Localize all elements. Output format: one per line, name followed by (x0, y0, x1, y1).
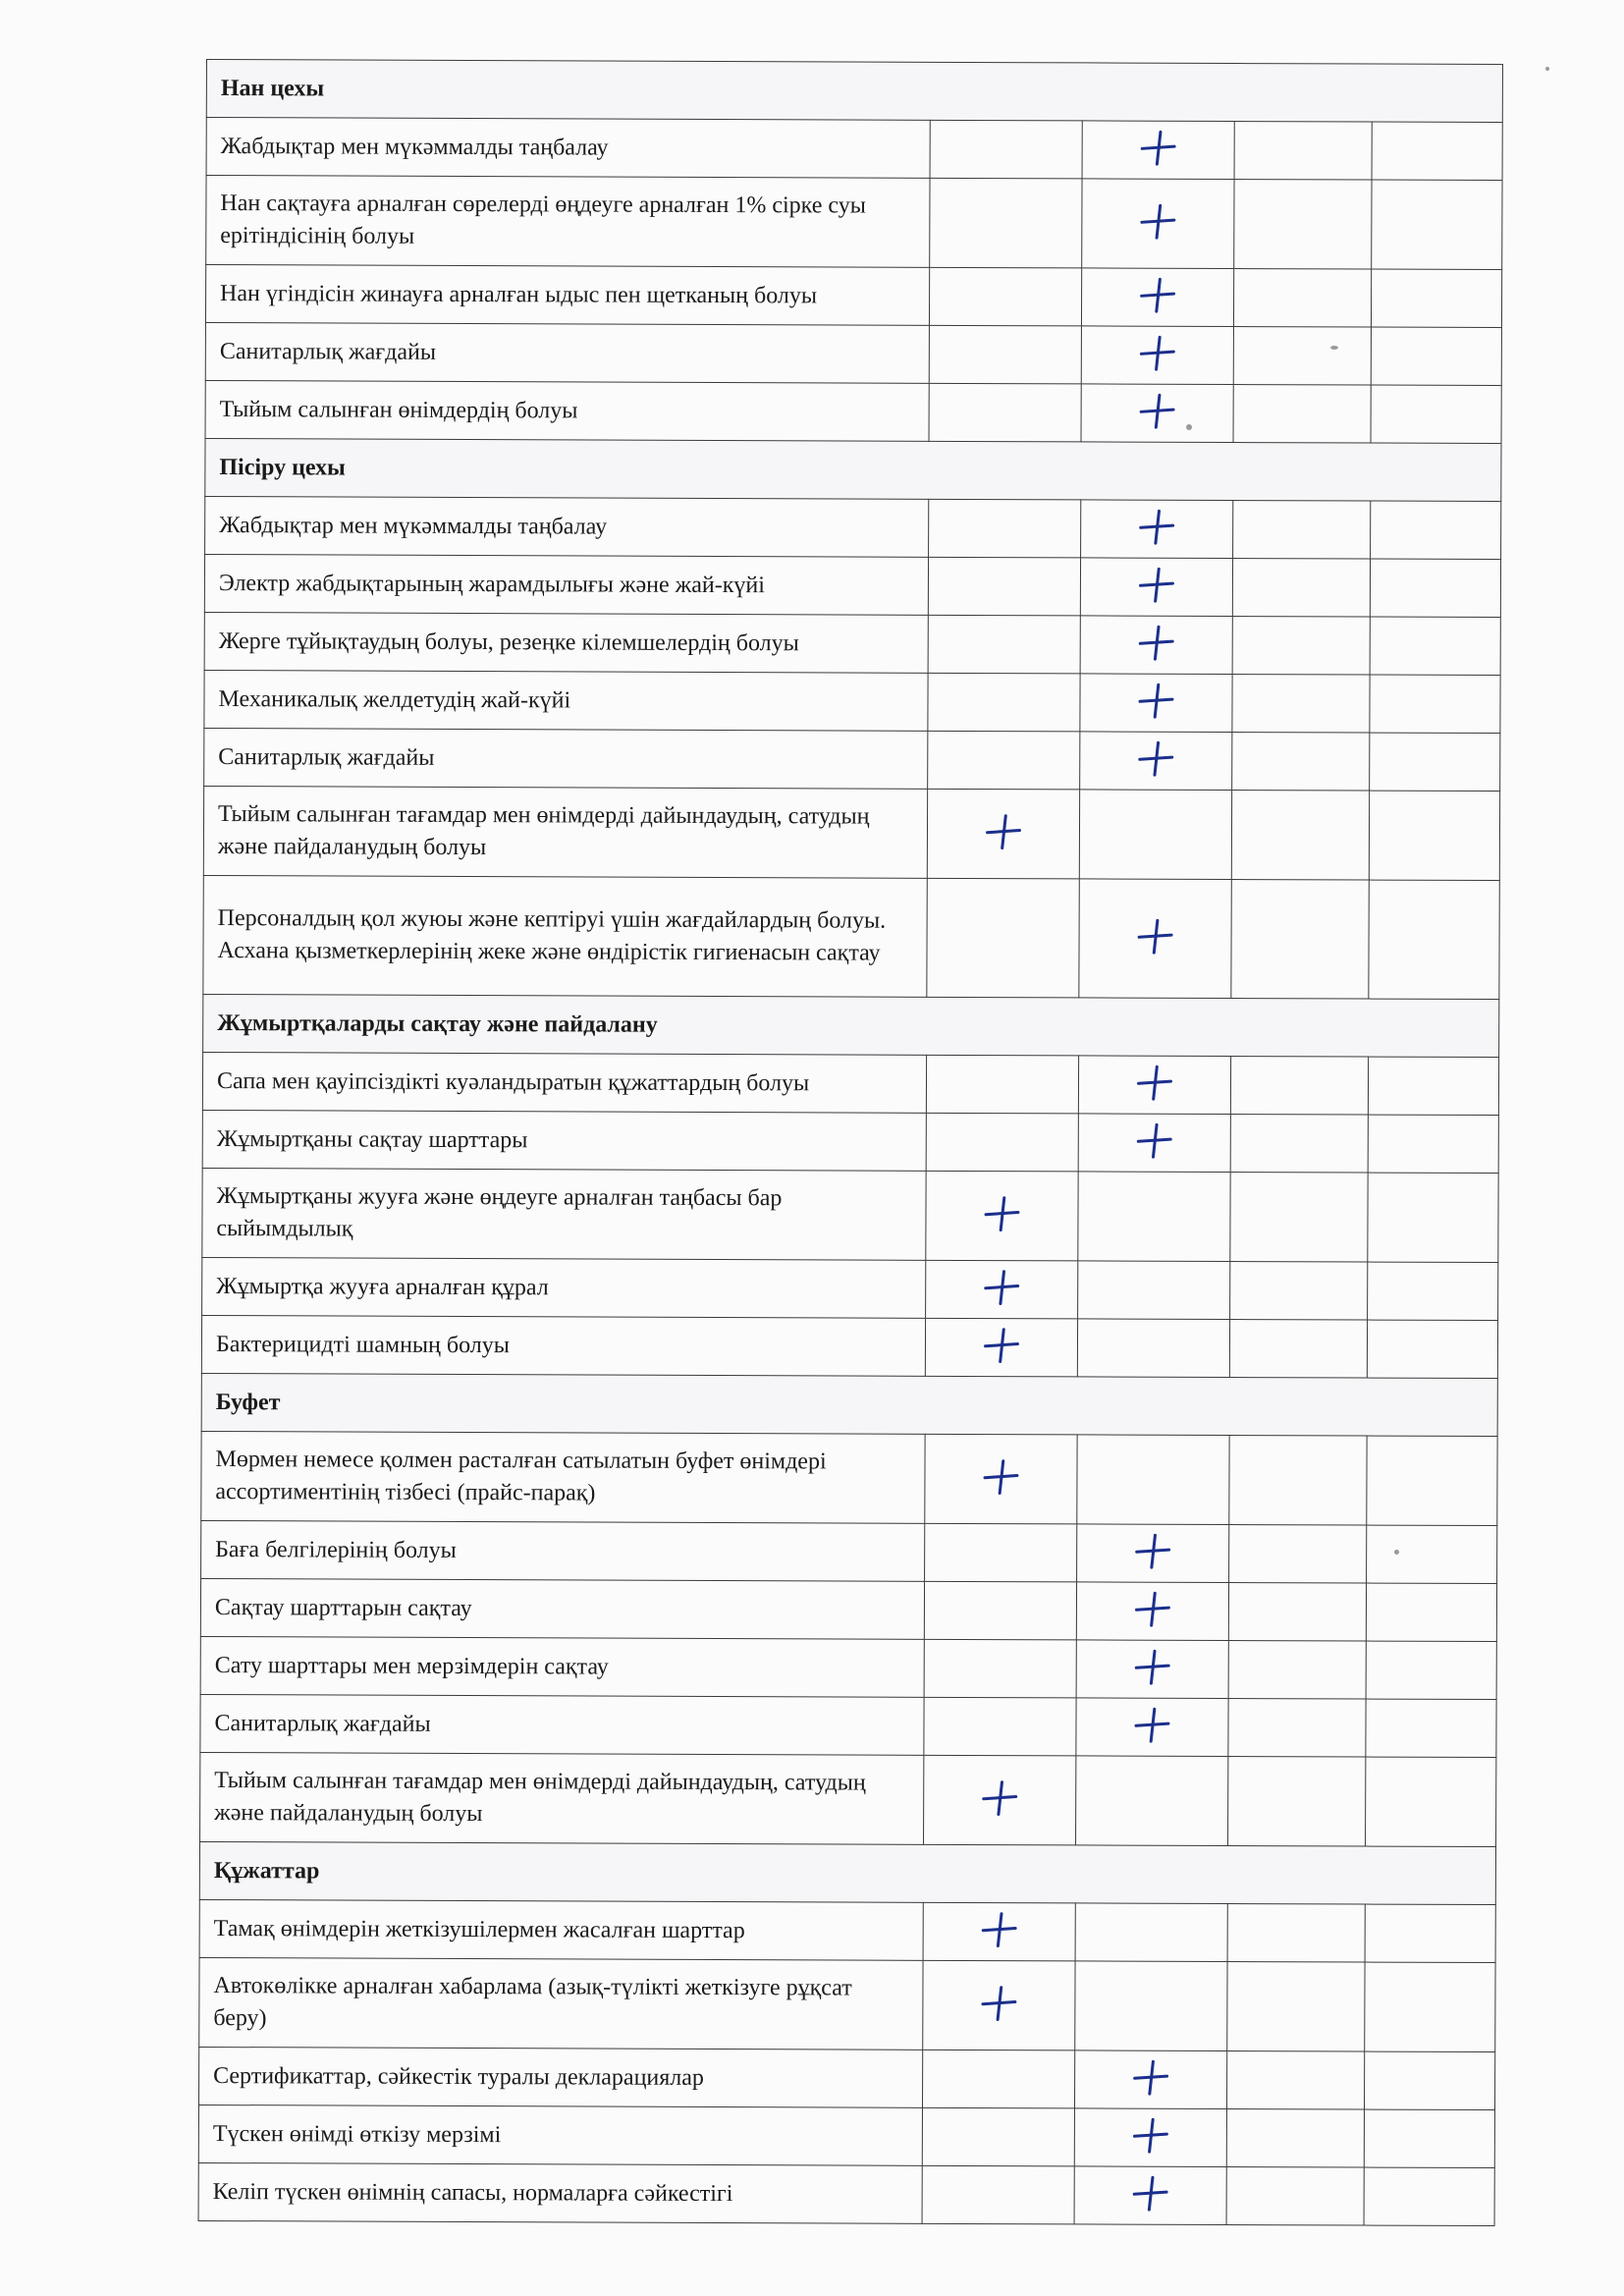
mark-cell-4 (1369, 791, 1499, 881)
mark-cell-4 (1364, 2167, 1494, 2226)
mark-cell-1 (928, 615, 1080, 674)
scan-speck (1545, 67, 1549, 71)
mark-cell-3 (1228, 1641, 1366, 1700)
criterion-text: Бактерицидті шамның болуы (201, 1315, 925, 1376)
mark-cell-3 (1232, 617, 1370, 676)
scan-speck (1186, 424, 1192, 430)
section-header-row (199, 1841, 1495, 1904)
mark-cell-2 (1081, 384, 1233, 443)
mark-cell-3 (1234, 180, 1372, 270)
plus-mark-icon (978, 1778, 1021, 1818)
plus-mark-icon (1134, 916, 1177, 956)
criterion-text: Жұмыртқа жууға арналған құрал (202, 1257, 926, 1318)
criterion-text: Механикалық желдетудің жай-күйі (204, 670, 928, 731)
table-row (198, 2162, 1494, 2225)
mark-cell-1 (923, 1960, 1075, 2050)
mark-cell-3 (1227, 1904, 1365, 1963)
plus-mark-icon (1131, 1647, 1174, 1686)
criterion-text: Сақтау шарттарын сақтау (200, 1578, 924, 1639)
mark-cell-3 (1231, 791, 1369, 881)
table-row (203, 875, 1499, 999)
mark-cell-1 (930, 178, 1082, 268)
mark-cell-4 (1368, 1262, 1498, 1321)
section-header-row (203, 994, 1499, 1057)
plus-mark-icon (1131, 1531, 1174, 1570)
table-row (203, 786, 1499, 880)
mark-cell-2 (1074, 2166, 1226, 2225)
section-title: Нан цехы (206, 60, 1502, 123)
mark-cell-2 (1076, 1582, 1228, 1641)
mark-cell-1 (922, 2165, 1074, 2224)
mark-cell-4 (1371, 269, 1501, 328)
criterion-text: Тыйым салынған тағамдар мен өнімдерді дайындаудың, сатудың және пайдаланудың болуы (203, 786, 927, 878)
mark-cell-4 (1370, 675, 1500, 734)
mark-cell-4 (1364, 2051, 1494, 2110)
table-row (202, 1257, 1498, 1320)
mark-cell-4 (1366, 1583, 1496, 1642)
section-title: Пісіру цехы (205, 438, 1501, 501)
plus-mark-icon (1136, 275, 1179, 314)
mark-cell-2 (1080, 558, 1232, 617)
criterion-text: Санитарлық жағдайы (204, 728, 928, 789)
table-row (205, 322, 1501, 385)
mark-cell-3 (1227, 1962, 1365, 2052)
table-row (200, 1578, 1496, 1641)
mark-cell-1 (926, 1113, 1078, 1172)
criterion-text: Автокөлікке арналған хабарлама (азық-түлікті жеткізуге рұқсат беру) (199, 1957, 923, 2050)
criterion-text: Сертификаттар, сәйкестік туралы декларациялар (198, 2047, 922, 2107)
table-row (201, 1315, 1497, 1378)
mark-cell-3 (1230, 1173, 1368, 1263)
plus-mark-icon (1136, 333, 1179, 372)
mark-cell-1 (930, 120, 1082, 179)
mark-cell-1 (924, 1697, 1076, 1756)
mark-cell-2 (1074, 2108, 1226, 2167)
mark-cell-3 (1230, 1262, 1368, 1321)
mark-cell-1 (929, 267, 1081, 326)
mark-cell-3 (1234, 122, 1372, 181)
criterion-text: Жабдықтар мен мүкәммалды таңбалау (205, 496, 929, 557)
mark-cell-1 (924, 1581, 1076, 1640)
criterion-text: Тыйым салынған өнімдердің болуы (205, 380, 929, 441)
plus-mark-icon (1135, 507, 1178, 546)
mark-cell-3 (1230, 1115, 1368, 1174)
criterion-text: Баға белгілерінің болуы (201, 1520, 925, 1581)
table-row (204, 612, 1500, 675)
mark-cell-2 (1074, 2050, 1226, 2109)
mark-cell-3 (1230, 1057, 1368, 1116)
mark-cell-2 (1076, 1698, 1228, 1757)
mark-cell-3 (1228, 1699, 1366, 1758)
mark-cell-1 (925, 1434, 1077, 1524)
table-row (206, 176, 1502, 270)
plus-mark-icon (1130, 1705, 1173, 1744)
table-row (202, 1168, 1498, 1262)
mark-cell-4 (1366, 1699, 1496, 1758)
section-title: Құжаттар (199, 1841, 1495, 1904)
mark-cell-4 (1371, 501, 1501, 560)
table-row (200, 1752, 1496, 1846)
plus-mark-icon (1129, 2115, 1172, 2155)
plus-mark-icon (978, 1910, 1021, 1949)
mark-cell-3 (1233, 385, 1371, 444)
mark-cell-1 (928, 557, 1080, 616)
table-row (200, 1636, 1496, 1699)
table-row (206, 118, 1502, 181)
mark-cell-2 (1081, 326, 1233, 385)
table-row (205, 265, 1501, 328)
mark-cell-4 (1372, 180, 1502, 270)
mark-cell-1 (927, 789, 1079, 879)
mark-cell-4 (1370, 617, 1500, 676)
plus-mark-icon (982, 812, 1025, 851)
mark-cell-4 (1368, 1115, 1498, 1174)
plus-mark-icon (977, 1984, 1020, 2023)
plus-mark-icon (1136, 201, 1179, 241)
table-row (201, 1431, 1497, 1525)
mark-cell-2 (1078, 1172, 1230, 1262)
mark-cell-1 (924, 1639, 1076, 1698)
mark-cell-4 (1365, 1904, 1495, 1963)
plus-mark-icon (1133, 1121, 1176, 1160)
criterion-text: Тамақ өнімдерін жеткізушілермен жасалған шарттар (199, 1899, 923, 1960)
mark-cell-4 (1367, 1525, 1497, 1584)
criterion-text: Сапа мен қауіпсіздікті куәландыратын құжаттардың болуы (202, 1052, 926, 1113)
mark-cell-3 (1233, 327, 1371, 386)
plus-mark-icon (1129, 2057, 1172, 2097)
mark-cell-4 (1365, 1962, 1495, 2052)
mark-cell-3 (1226, 2109, 1364, 2168)
mark-cell-2 (1079, 879, 1231, 999)
mark-cell-1 (926, 1055, 1078, 1114)
mark-cell-4 (1366, 1757, 1496, 1847)
criterion-text: Мөрмен немесе қолмен расталған сатылатын буфет өнімдері ассортиментінің тізбесі (прайс-парақ) (201, 1431, 925, 1523)
criterion-text: Жұмыртқаны сақтау шарттары (202, 1110, 926, 1171)
criterion-text: Нан сақтауға арналған сөрелерді өңдеуге арналған 1% сірке суы ерітіндісінің болуы (206, 176, 930, 268)
plus-mark-icon (979, 1457, 1022, 1497)
plus-mark-icon (1135, 623, 1178, 662)
plus-mark-icon (1129, 2173, 1172, 2213)
mark-cell-1 (925, 1318, 1077, 1377)
mark-cell-4 (1367, 1436, 1497, 1526)
mark-cell-1 (927, 878, 1079, 998)
plus-mark-icon (1131, 1589, 1174, 1628)
plus-mark-icon (1137, 128, 1180, 167)
mark-cell-1 (929, 383, 1081, 442)
criterion-text: Нан үгіндісін жинауға арналған ыдыс пен щетканың болуы (205, 265, 929, 326)
criterion-text: Тыйым салынған тағамдар мен өнімдерді дайындаудың, сатудың және пайдаланудың болуы (200, 1752, 924, 1844)
mark-cell-3 (1226, 2051, 1364, 2110)
criterion-text: Жұмыртқаны жууға және өңдеуге арналған таңбасы бар сыйымдылық (202, 1168, 926, 1260)
checklist-sheet (198, 59, 1502, 2226)
mark-cell-3 (1233, 269, 1371, 328)
plus-mark-icon (1134, 738, 1177, 778)
mark-cell-1 (928, 673, 1080, 732)
mark-cell-4 (1366, 1641, 1496, 1700)
mark-cell-2 (1080, 732, 1232, 791)
mark-cell-3 (1232, 733, 1370, 792)
criterion-text: Жерге тұйықтаудың болуы, резеңке кілемшелердің болуы (204, 612, 928, 673)
section-header-row (201, 1373, 1497, 1436)
mark-cell-1 (929, 325, 1081, 384)
mark-cell-2 (1076, 1756, 1228, 1846)
checklist-table (198, 59, 1503, 2226)
mark-cell-2 (1080, 616, 1232, 675)
mark-cell-3 (1226, 2167, 1364, 2226)
mark-cell-1 (923, 1902, 1075, 1961)
plus-mark-icon (980, 1326, 1023, 1365)
mark-cell-2 (1077, 1319, 1229, 1378)
mark-cell-2 (1077, 1435, 1229, 1525)
plus-mark-icon (1133, 1063, 1176, 1102)
mark-cell-3 (1229, 1320, 1367, 1379)
table-row (205, 496, 1501, 559)
table-row (198, 2105, 1494, 2167)
plus-mark-icon (980, 1268, 1023, 1307)
mark-cell-2 (1081, 500, 1233, 559)
mark-cell-4 (1370, 559, 1500, 618)
section-header-row (206, 60, 1502, 123)
criterion-text: Санитарлық жағдайы (205, 322, 929, 383)
table-row (202, 1110, 1498, 1173)
table-row (199, 1899, 1495, 1962)
table-row (202, 1052, 1498, 1115)
mark-cell-3 (1231, 880, 1369, 1000)
plus-mark-icon (1135, 565, 1178, 604)
plus-mark-icon (1136, 391, 1179, 430)
mark-cell-1 (929, 499, 1081, 558)
table-row (199, 1957, 1495, 2051)
mark-cell-4 (1372, 122, 1502, 181)
mark-cell-1 (922, 2107, 1074, 2166)
mark-cell-1 (924, 1755, 1076, 1845)
criterion-text: Түскен өнімді өткізу мерзімі (198, 2105, 922, 2165)
mark-cell-2 (1082, 179, 1234, 269)
section-header-row (205, 438, 1501, 501)
criterion-text: Келіп түскен өнімнің сапасы, нормаларға сәйкестігі (198, 2162, 922, 2223)
mark-cell-4 (1370, 733, 1500, 792)
criterion-text: Жабдықтар мен мүкәммалды таңбалау (206, 118, 930, 179)
mark-cell-2 (1078, 1261, 1230, 1320)
mark-cell-3 (1233, 501, 1371, 560)
criterion-text: Санитарлық жағдайы (200, 1694, 924, 1755)
table-row (204, 554, 1500, 617)
criterion-text: Сату шарттары мен мерзімдерін сақтау (200, 1636, 924, 1697)
plus-mark-icon (980, 1194, 1023, 1233)
scan-speck (1330, 346, 1338, 350)
table-row (204, 728, 1500, 791)
mark-cell-2 (1078, 1114, 1230, 1173)
mark-cell-2 (1081, 268, 1233, 327)
mark-cell-4 (1371, 327, 1501, 386)
mark-cell-2 (1079, 790, 1231, 880)
table-row (205, 380, 1501, 443)
mark-cell-3 (1229, 1436, 1367, 1526)
mark-cell-3 (1229, 1525, 1367, 1584)
section-title: Жұмыртқаларды сақтау және пайдалану (203, 994, 1499, 1057)
table-row (198, 2047, 1494, 2109)
scan-speck (1394, 1550, 1399, 1555)
mark-cell-2 (1077, 1524, 1229, 1583)
mark-cell-3 (1232, 559, 1370, 618)
mark-cell-4 (1368, 1173, 1498, 1263)
table-row (200, 1694, 1496, 1757)
plus-mark-icon (1134, 681, 1177, 720)
table-row (204, 670, 1500, 733)
criterion-text: Персоналдың қол жуюы және кептіруі үшін жағдайлардың болуы. Асхана қызметкерлерінің жеке және өндірістік гигиенасын сақтау (203, 875, 927, 997)
mark-cell-4 (1371, 385, 1501, 444)
mark-cell-2 (1080, 674, 1232, 733)
mark-cell-1 (925, 1523, 1077, 1582)
mark-cell-2 (1078, 1056, 1230, 1115)
table-row (201, 1520, 1497, 1583)
mark-cell-3 (1232, 675, 1370, 734)
mark-cell-4 (1369, 880, 1499, 1000)
section-title: Буфет (201, 1373, 1497, 1436)
mark-cell-2 (1075, 1903, 1227, 1962)
mark-cell-1 (928, 731, 1080, 790)
mark-cell-3 (1228, 1583, 1366, 1642)
mark-cell-4 (1368, 1057, 1498, 1116)
mark-cell-2 (1075, 1961, 1227, 2051)
mark-cell-4 (1364, 2109, 1494, 2168)
mark-cell-1 (926, 1260, 1078, 1319)
criterion-text: Электр жабдықтарының жарамдылығы және жай-күйі (204, 554, 928, 615)
mark-cell-3 (1228, 1757, 1366, 1847)
mark-cell-2 (1076, 1640, 1228, 1699)
mark-cell-1 (926, 1171, 1078, 1261)
mark-cell-2 (1082, 121, 1234, 180)
mark-cell-4 (1367, 1320, 1497, 1379)
mark-cell-1 (922, 2050, 1074, 2108)
